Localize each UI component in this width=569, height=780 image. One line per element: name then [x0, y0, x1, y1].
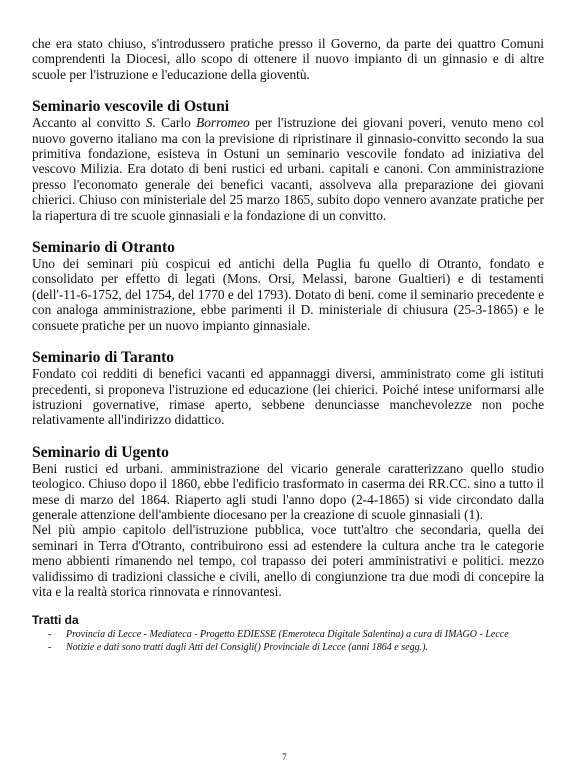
sources-title: Tratti da [32, 613, 79, 628]
section-text-ugento: Beni rustici ed urbani. amministrazione del vicario generale caratterizzano quello studio teologico. Chiuso dopo il 1860, ebbe l'edificio trasformato in caserma dei RR.CC. sino a tutto il mese di marzo del 1864. Riaperto agli studi l'anno dopo (2-4-1865) si vide circondato dalla generale attenzione dell'ambiente diocesano per la creazione di scuole ginnasiali (1). [32, 460, 544, 522]
list-dash: - [48, 641, 52, 653]
document-page [32, 36, 544, 654]
page-number: 7 [282, 752, 287, 762]
section-text-otranto: Uno dei seminari più cospicui ed antichi della Puglia fu quello di Otranto, fondato e consolidato per effetto di legati (Mons. Orsi, Melassi, barone Gualtieri) e di testamenti (dell'-11-6-1752, del 1754, del 1770 e del 1793). Dotato di beni. come il seminario precedente e con analoga amministrazione, ebbe parimenti il D. ministeriale di chiusura (25-3-1865) e le consuete pratiche per un nuovo impianto ginnasiale. [32, 256, 544, 333]
source-text: Notizie e dati sono tratti dagli Atti del Consigli() Provinciale di Lecce (anni 1864 e segg.). [66, 641, 428, 653]
ostuni-text-part: Accanto al convitto [32, 115, 146, 131]
list-dash: - [48, 629, 52, 641]
section-title-ugento: Seminario di Ugento [32, 443, 169, 461]
section-title-ostuni: Seminario vescovile di Ostuni [32, 98, 230, 116]
section-text-taranto: Fondato coi redditi di benefici vacanti ed appannaggi diversi, amministrato come gli istituti precedenti, si proponeva l'istruzione ed educazione (lei chierici. Poiché intese uniformarsi alle istruzioni governative, rimase aperto, sebbene denunciasse manchevolezze non poche relativamente all'indirizzo didattico. [32, 366, 544, 428]
ostuni-text-italic: S. [145, 115, 156, 131]
source-item [48, 629, 544, 641]
sources-list [32, 629, 544, 653]
ostuni-text-part: per l'istruzione dei giovani poveri, venuto meno col nuovo governo italiano ma con la previsione di ripristinare il ginnasio-convitto secondo la sua primitiva fondazione, esisteva in Ostuni un seminario vescovile fondato ad iniziativa del vescovo Milizia. Era dotato di beni rustici ed urbani. capitali e canoni. Con amministrazione presso l'economato generale dei benefici vacanti, assolveva alla preparazione dei giovani chierici. Chiuso con ministeriale del 25 marzo 1865, subito dopo vennero avanzate pratiche per la riapertura di tre scuole ginnasiali e la fondazione di un convitto. [32, 115, 544, 223]
ostuni-text-italic: Borromeo [196, 115, 250, 131]
section-text-ostuni [32, 115, 544, 223]
section-title-taranto: Seminario di Taranto [32, 349, 175, 367]
source-text: Provincia di Lecce - Mediateca - Progetto EDIESSE (Emeroteca Digitale Salentina) a cura di IMAGO - Lecce [66, 629, 509, 641]
ostuni-text-part: Carlo [155, 115, 197, 131]
intro-paragraph: che era stato chiuso, s'introdussero pratiche presso il Governo, da parte dei quattro Comuni comprendenti la Diocesi, allo scopo di ottenere il nuovo impianto di un ginnasio e di altre scuole per l'istruzione e l'educazione della gioventù. [32, 36, 544, 82]
closing-paragraph: Nel più ampio capitolo dell'istruzione pubblica, voce tutt'altro che secondaria, quella dei seminari in Terra d'Otranto, contribuirono essi ad estendere la cultura anche tra le categorie meno abbienti rimanendo nel tempo, col trapasso dei poteri amministrativi e politici. mezzo validissimo di tradizioni classiche e civili, anello di congiunzione tra due modi di concepire la vita e la realtà storica rinnovata e rinnovantesi. [32, 522, 544, 599]
source-item [48, 642, 544, 654]
section-title-otranto: Seminario di Otranto [32, 239, 175, 257]
